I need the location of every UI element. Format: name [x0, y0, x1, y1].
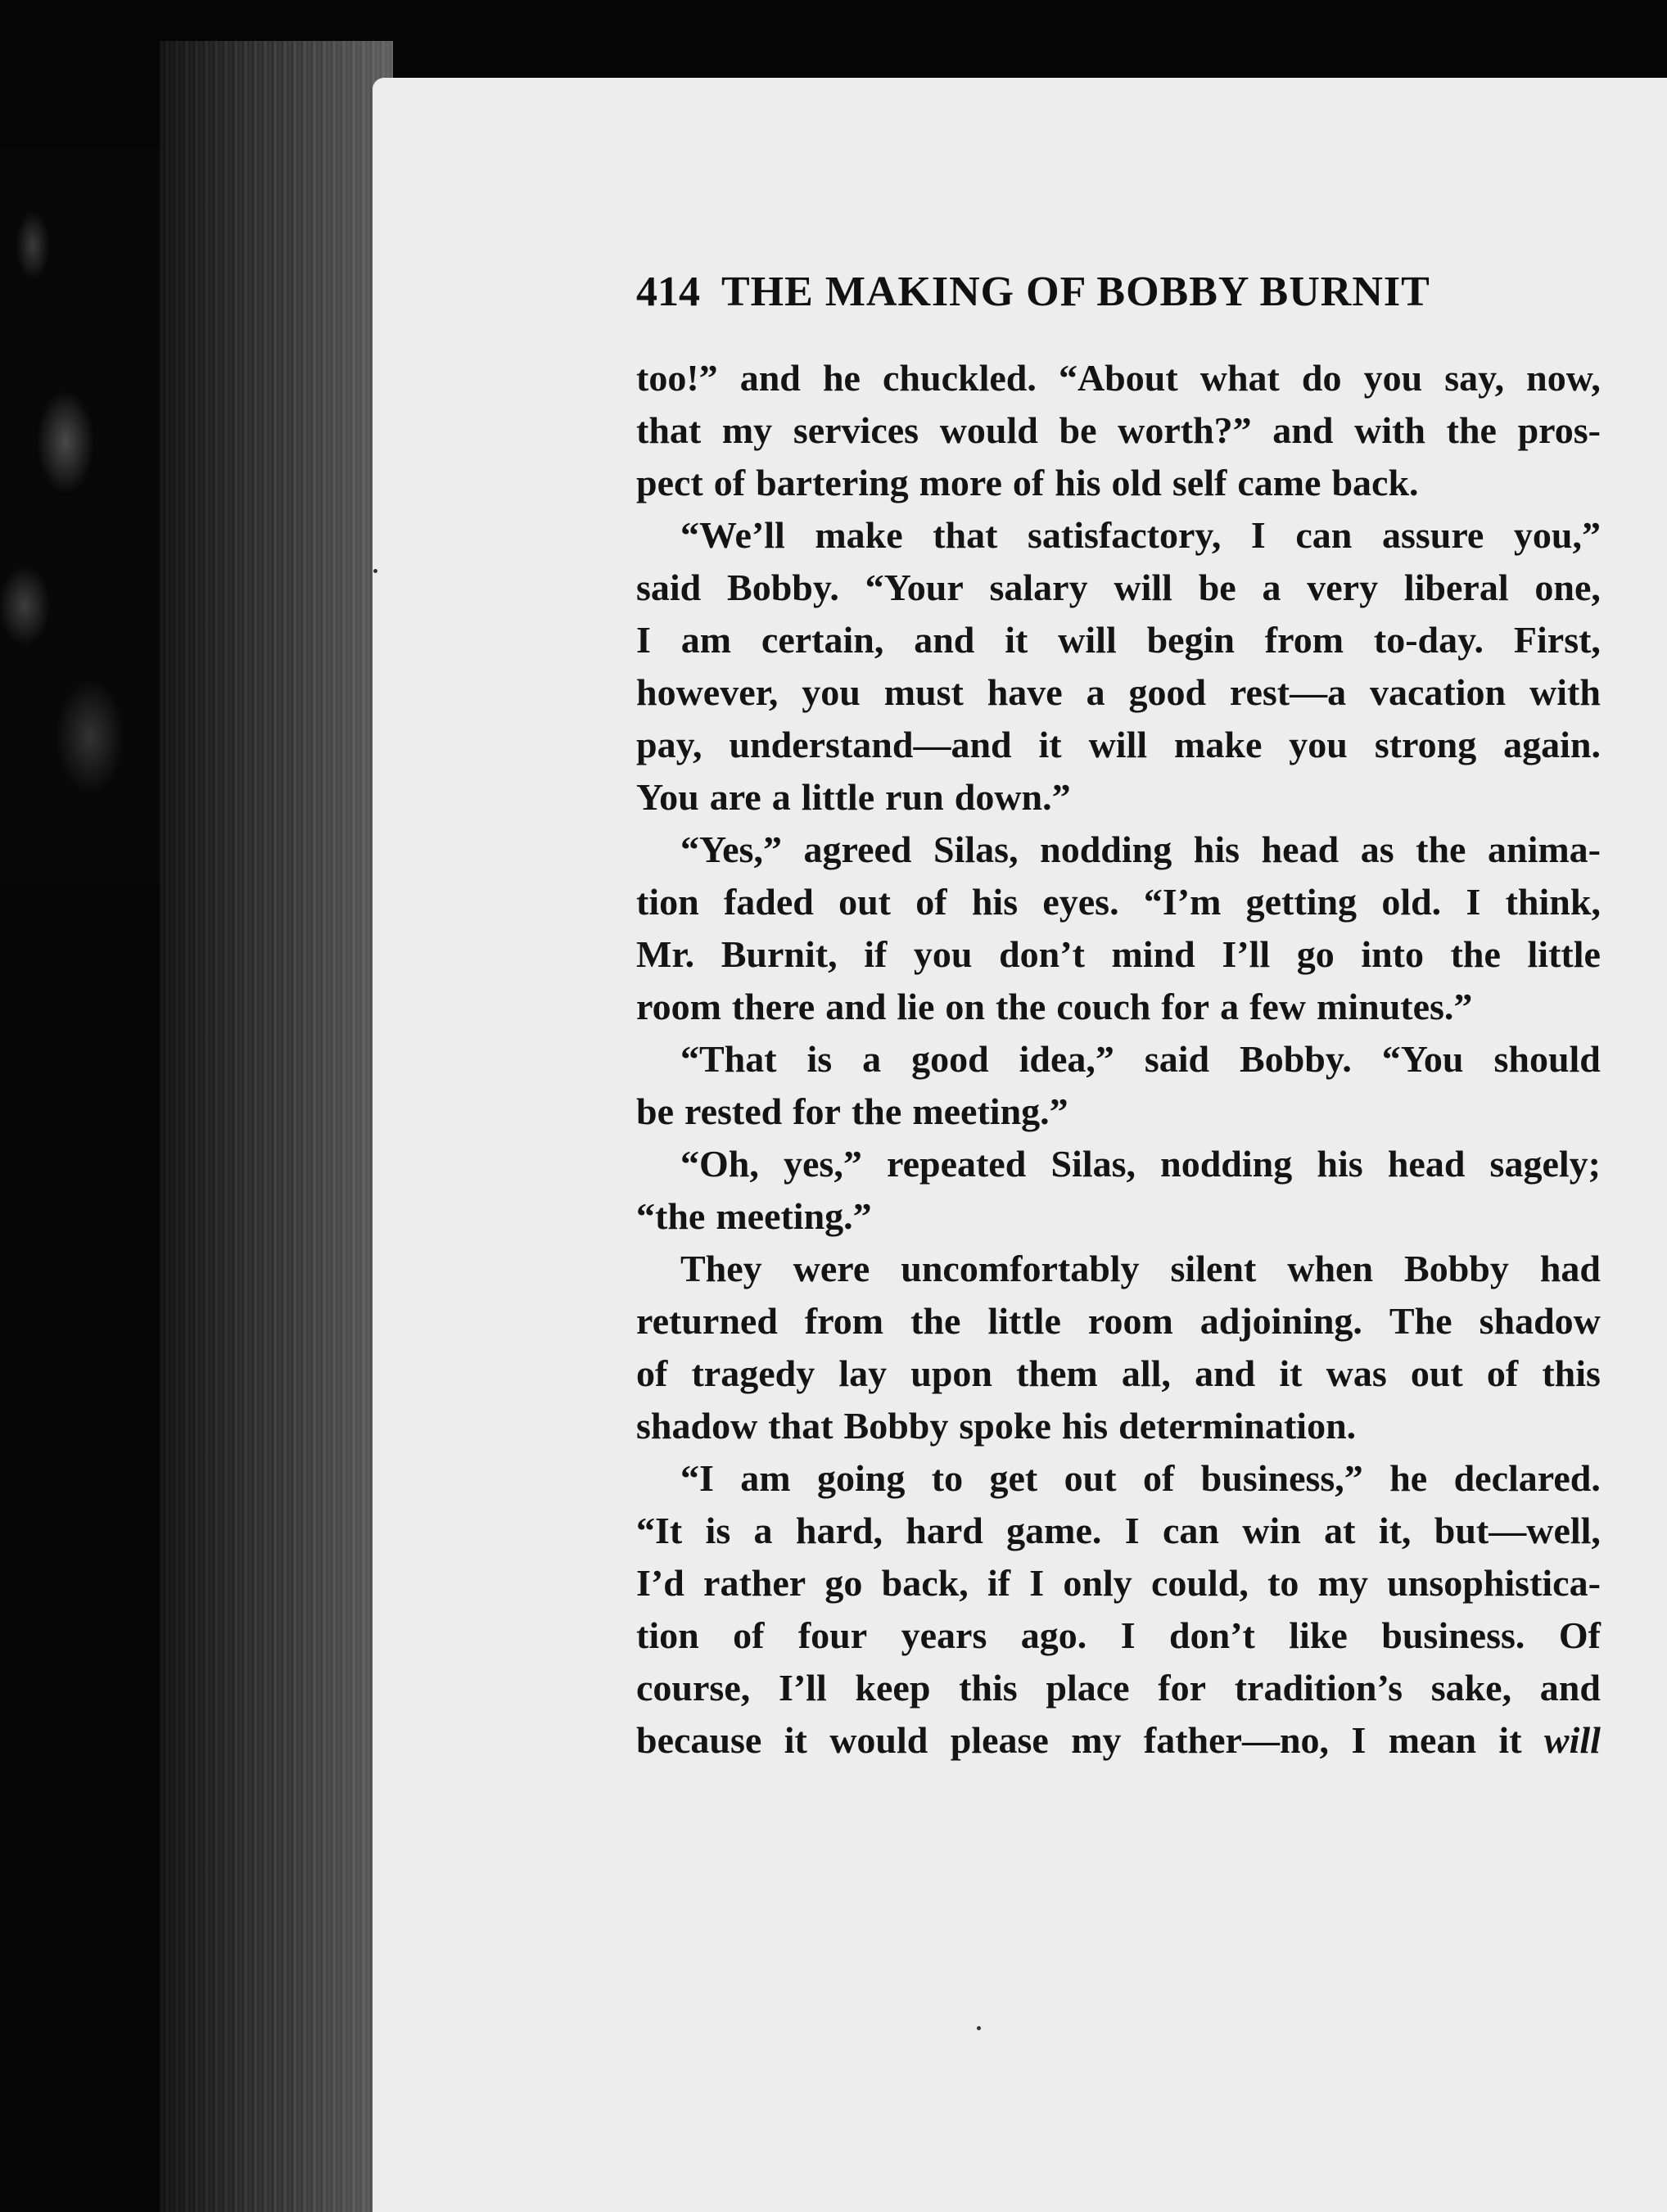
word: hard [906, 1510, 983, 1551]
word: Of [1558, 1614, 1601, 1656]
word: “Oh, [680, 1143, 759, 1185]
word: vacation [1370, 671, 1507, 713]
word: mind [1111, 933, 1195, 975]
word: you,” [1513, 514, 1601, 556]
word: the [851, 1090, 902, 1132]
scan-speck [977, 2026, 981, 2030]
word: it [1038, 724, 1062, 765]
word: “It [636, 1510, 683, 1551]
word: salary [989, 567, 1088, 608]
word: for [1161, 986, 1210, 1027]
word: nodding [1160, 1143, 1293, 1185]
word: do [1301, 357, 1342, 399]
word: it [1279, 1352, 1303, 1394]
word: more [919, 462, 1002, 503]
word: because [636, 1719, 762, 1761]
word: of [1142, 1457, 1175, 1499]
word: spoke [959, 1405, 1051, 1447]
word: four [797, 1614, 868, 1656]
text-line [636, 1348, 1601, 1400]
word: years [901, 1614, 987, 1656]
word: my [721, 409, 773, 451]
text-line [636, 1557, 1601, 1609]
page-header [636, 268, 1660, 325]
word: out [838, 881, 891, 923]
text-line [636, 562, 1601, 614]
word: the [910, 1300, 961, 1342]
word: could, [1150, 1562, 1249, 1604]
word: have [987, 671, 1063, 713]
word: be [1198, 567, 1236, 608]
text-line [636, 1138, 1601, 1190]
word: eyes. [1042, 881, 1119, 923]
text-line [636, 457, 1601, 509]
word: You [636, 776, 699, 818]
word: shadow [1479, 1300, 1601, 1342]
word: rather [703, 1562, 806, 1604]
word: out [1064, 1457, 1117, 1499]
word: I’d [636, 1562, 684, 1604]
word: a [753, 1510, 773, 1551]
word: will [1543, 1719, 1601, 1761]
word: I [1120, 1614, 1136, 1656]
word: “That [680, 1038, 777, 1080]
word: chuckled. [883, 357, 1037, 399]
word: his [1061, 1405, 1109, 1447]
word: my [1317, 1562, 1368, 1604]
word: that [768, 1405, 834, 1447]
word: if [987, 1562, 1011, 1604]
word: old. [1381, 881, 1442, 923]
word: determination. [1118, 1405, 1357, 1447]
word: worth?” [1118, 409, 1252, 451]
word: Bobby. [727, 567, 839, 608]
word: should [1493, 1038, 1601, 1080]
word: I’ll [778, 1667, 827, 1709]
word: however, [636, 671, 779, 713]
word: all, [1121, 1352, 1171, 1394]
word: begin [1146, 619, 1235, 661]
word: you [913, 933, 973, 975]
word: go [1296, 933, 1335, 975]
word: business. [1381, 1614, 1525, 1656]
word: out [1410, 1352, 1463, 1394]
word: adjoining. [1199, 1300, 1362, 1342]
word: would [829, 1719, 928, 1761]
word: and [1539, 1667, 1601, 1709]
word: minutes.” [1317, 986, 1473, 1027]
book-page [373, 78, 1667, 2212]
word: think, [1505, 881, 1601, 923]
word: my [1071, 1719, 1122, 1761]
word: one, [1534, 567, 1601, 608]
book-cover-edge [0, 147, 164, 884]
word: is [705, 1510, 731, 1551]
word: is [806, 1038, 833, 1080]
word: “Yes,” [680, 828, 782, 870]
word: very [1307, 567, 1379, 608]
word: sagely; [1489, 1143, 1601, 1185]
word: old [1111, 462, 1162, 503]
word: said [1144, 1038, 1210, 1080]
word: understand—and [729, 724, 1012, 765]
word: strong [1374, 724, 1477, 765]
word: it [1005, 619, 1028, 661]
word: it, [1378, 1510, 1412, 1551]
word: again. [1503, 724, 1601, 765]
word: unsophistica- [1387, 1562, 1601, 1604]
word: I [636, 619, 651, 661]
text-line [636, 1033, 1601, 1086]
word: of [915, 881, 947, 923]
word: a [862, 1038, 882, 1080]
word: Silas, [933, 828, 1019, 870]
word: am [740, 1457, 791, 1499]
word: faded [723, 881, 814, 923]
word: Bobby [1404, 1248, 1509, 1289]
word: Burnit, [721, 933, 838, 975]
word: at [1324, 1510, 1356, 1551]
word: services [793, 409, 919, 451]
word: little [987, 1300, 1061, 1342]
body-text [636, 352, 1601, 1767]
word: returned [636, 1300, 778, 1342]
word: go [824, 1562, 863, 1604]
word: a [1262, 567, 1281, 608]
word: will [1088, 724, 1148, 765]
word: it [1498, 1719, 1522, 1761]
word: but—well, [1434, 1510, 1601, 1551]
word: you [1289, 724, 1348, 765]
text-line [636, 981, 1601, 1033]
word: declared. [1453, 1457, 1601, 1499]
text-line [636, 1452, 1601, 1505]
word: on [945, 986, 985, 1027]
word: from [804, 1300, 884, 1342]
word: meeting.” [716, 1195, 872, 1237]
word: will [1114, 567, 1172, 608]
word: “You [1381, 1038, 1464, 1080]
word: tradition’s [1234, 1667, 1403, 1709]
word: down.” [954, 776, 1071, 818]
word: that [636, 409, 702, 451]
word: room [1087, 1300, 1173, 1342]
text-line [636, 404, 1601, 457]
text-line [636, 719, 1601, 771]
word: are [709, 776, 761, 818]
word: can [1295, 514, 1353, 556]
word: from [1264, 619, 1344, 661]
text-line [636, 928, 1601, 981]
word: I [1029, 1562, 1045, 1604]
word: idea,” [1019, 1038, 1114, 1080]
word: rested [684, 1090, 783, 1132]
word: I [1351, 1719, 1367, 1761]
word: and [1272, 409, 1334, 451]
word: “I [680, 1457, 714, 1499]
word: as [1360, 828, 1394, 870]
word: of [733, 1614, 765, 1656]
text-line [636, 771, 1601, 824]
word: “We’ll [680, 514, 785, 556]
word: nodding [1040, 828, 1172, 870]
running-title: THE MAKING OF BOBBY BURNIT [721, 269, 1430, 315]
word: little [1527, 933, 1601, 975]
word: “About [1058, 357, 1178, 399]
word: the [1446, 409, 1497, 451]
word: only [1063, 1562, 1132, 1604]
word: run [885, 776, 944, 818]
word: head [1261, 828, 1339, 870]
word: game. [1006, 1510, 1102, 1551]
word: “I’m [1143, 881, 1222, 923]
word: a [1086, 671, 1105, 713]
word: They [680, 1248, 762, 1289]
word: meeting.” [912, 1090, 1068, 1132]
word: and [1195, 1352, 1256, 1394]
word: said [636, 567, 702, 608]
word: if [864, 933, 888, 975]
word: be [1059, 409, 1097, 451]
word: of [636, 1352, 668, 1394]
page-number: 414 [636, 269, 700, 315]
word: upon [910, 1352, 992, 1394]
word: agreed [803, 828, 912, 870]
word: repeated [886, 1143, 1027, 1185]
text-line [636, 824, 1601, 876]
text-line [636, 614, 1601, 666]
word: of [713, 462, 746, 503]
word: don’t [1169, 1614, 1255, 1656]
word: Bobby [843, 1405, 949, 1447]
text-line [636, 1609, 1601, 1662]
word: I [1250, 514, 1266, 556]
word: them [1016, 1352, 1098, 1394]
word: few [1249, 986, 1307, 1027]
word: keep [855, 1667, 931, 1709]
word: his [1317, 1143, 1363, 1185]
word: to-day. [1373, 619, 1484, 661]
word: must [883, 671, 964, 713]
word: with [1529, 671, 1601, 713]
word: hard, [795, 1510, 883, 1551]
word: I’ll [1222, 933, 1271, 975]
word: silent [1170, 1248, 1257, 1289]
word: what [1199, 357, 1280, 399]
word: rest—a [1229, 671, 1347, 713]
word: this [1542, 1352, 1601, 1394]
word: you [802, 671, 861, 713]
word: for [1158, 1667, 1207, 1709]
word: back. [1331, 462, 1419, 503]
word: too!” [636, 357, 718, 399]
word: assure [1381, 514, 1484, 556]
word: don’t [999, 933, 1085, 975]
text-line [636, 666, 1601, 719]
word: make [815, 514, 903, 556]
word: First, [1513, 619, 1601, 661]
word: pay, [636, 724, 702, 765]
word: for [793, 1090, 841, 1132]
word: make [1174, 724, 1263, 765]
word: I [1124, 1510, 1140, 1551]
word: father—no, [1143, 1719, 1330, 1761]
word: his [971, 881, 1019, 923]
word: getting [1245, 881, 1358, 923]
word: with [1354, 409, 1425, 451]
word: bartering [756, 462, 909, 503]
word: would [939, 409, 1038, 451]
text-line [636, 1505, 1601, 1557]
word: his [1055, 462, 1101, 503]
word: good [1128, 671, 1207, 713]
word: anima- [1487, 828, 1601, 870]
word: Bobby. [1240, 1038, 1352, 1080]
word: I [1466, 881, 1481, 923]
word: like [1289, 1614, 1348, 1656]
word: to [1267, 1562, 1299, 1604]
word: yes,” [784, 1143, 862, 1185]
word: head [1387, 1143, 1466, 1185]
text-line [636, 1295, 1601, 1348]
word: certain, [761, 619, 884, 661]
scan-speck [373, 569, 377, 573]
word: a [1220, 986, 1240, 1027]
word: came [1237, 462, 1321, 503]
word: now, [1526, 357, 1601, 399]
word: lay [838, 1352, 888, 1394]
word: and [825, 986, 887, 1027]
word: and [914, 619, 975, 661]
word: “Your [865, 567, 964, 608]
word: into [1361, 933, 1424, 975]
word: going [817, 1457, 906, 1499]
word: were [793, 1248, 870, 1289]
word: it [784, 1719, 807, 1761]
word: liberal [1403, 567, 1509, 608]
text-line [636, 352, 1601, 404]
word: a [771, 776, 791, 818]
word: win [1242, 1510, 1301, 1551]
word: shadow [636, 1405, 758, 1447]
word: get [989, 1457, 1038, 1499]
word: Silas, [1050, 1143, 1136, 1185]
word: he [822, 357, 861, 399]
word: to [931, 1457, 964, 1499]
word: sake, [1430, 1667, 1512, 1709]
text-line [636, 1714, 1601, 1767]
word: can [1162, 1510, 1219, 1551]
word: be [636, 1090, 674, 1132]
word: will [1058, 619, 1117, 661]
word: room [636, 986, 721, 1027]
word: the [995, 986, 1046, 1027]
word: he [1389, 1457, 1428, 1499]
word: lie [897, 986, 935, 1027]
word: self [1172, 462, 1227, 503]
text-line [636, 1243, 1601, 1295]
word: ago. [1020, 1614, 1087, 1656]
word: tion [636, 1614, 699, 1656]
word: satisfactory, [1028, 514, 1222, 556]
word: had [1539, 1248, 1601, 1289]
word: “the [636, 1195, 706, 1237]
text-line [636, 1400, 1601, 1452]
word: uncomfortably [901, 1248, 1140, 1289]
word: that [933, 514, 998, 556]
word: mean [1388, 1719, 1477, 1761]
page-stack-edges [160, 41, 393, 2212]
text-line [636, 876, 1601, 928]
word: tion [636, 881, 699, 923]
word: The [1389, 1300, 1452, 1342]
word: the [1450, 933, 1501, 975]
word: when [1287, 1248, 1374, 1289]
word: back, [881, 1562, 969, 1604]
text-line [636, 1190, 1601, 1243]
word: his [1193, 828, 1240, 870]
word: Mr. [636, 933, 695, 975]
word: and [739, 357, 801, 399]
text-line [636, 1086, 1601, 1138]
word: pect [636, 462, 703, 503]
word: tragedy [691, 1352, 815, 1394]
word: was [1326, 1352, 1387, 1394]
text-line [636, 509, 1601, 562]
word: of [1012, 462, 1045, 503]
word: pros- [1517, 409, 1601, 451]
word: you [1363, 357, 1423, 399]
word: the [1416, 828, 1466, 870]
word: say, [1444, 357, 1505, 399]
word: business,” [1200, 1457, 1363, 1499]
word: little [801, 776, 875, 818]
word: of [1486, 1352, 1519, 1394]
word: course, [636, 1667, 751, 1709]
word: this [959, 1667, 1018, 1709]
word: couch [1056, 986, 1151, 1027]
word: am [680, 619, 732, 661]
word: please [950, 1719, 1049, 1761]
word: good [911, 1038, 989, 1080]
word: place [1046, 1667, 1130, 1709]
word: there [731, 986, 815, 1027]
text-line [636, 1662, 1601, 1714]
